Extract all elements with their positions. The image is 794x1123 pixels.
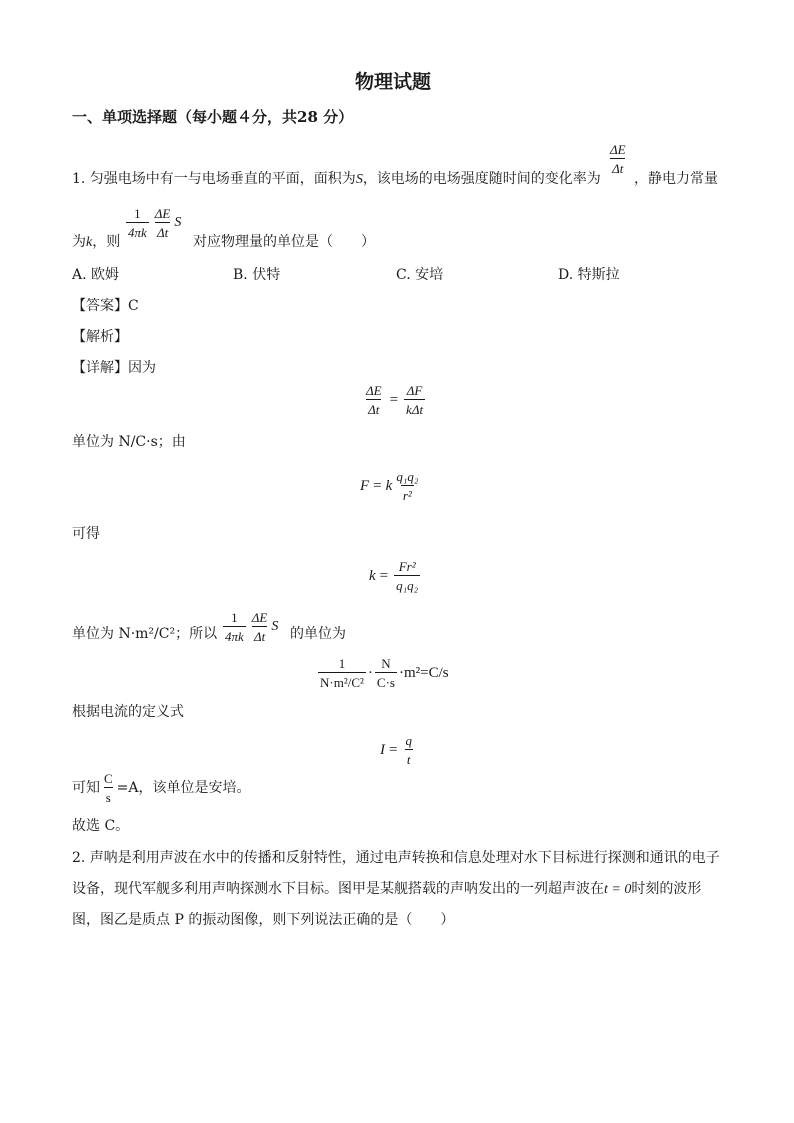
unit2-expr-dt: Δt	[252, 626, 267, 643]
equation-4: $\frac{1}{\text{N·m²/C²}}$ · $\frac{N}{C\cdot s}$ ·m²=C/s	[320, 656, 449, 690]
q1-expr-4pik: 4πk	[126, 222, 149, 239]
kezhi-denominator: s	[104, 787, 113, 804]
unit2-expr-dE: ΔE	[251, 610, 268, 625]
q1-line2-suffix: 对应物理量的单位是（ ）	[193, 234, 375, 250]
eq3-numerator: Fr²	[398, 559, 416, 574]
conclusion: 故选 C。	[72, 818, 130, 834]
q1-rate-denominator: Δt	[610, 158, 625, 175]
answer-line: 【答案】C	[72, 298, 139, 314]
equation-5: I = $\frac{q}{t}$	[380, 733, 412, 767]
option-b: B. 伏特	[233, 267, 281, 283]
equation-3: k = $\frac{\text{Fr²}}{\text{q₁q₂}}$	[369, 559, 419, 593]
unit2-expression	[221, 611, 278, 643]
unit2-prefix: 单位为 N·m²/C²；所以	[72, 626, 218, 642]
eq4-f1-denominator: N·m²/C²	[318, 672, 366, 689]
q2-line3: 图，图乙是质点 P 的振动图像，则下列说法正确的是（ ）	[72, 912, 455, 928]
q1-k-symbol: k	[86, 235, 93, 250]
q1-expr-dE: ΔE	[154, 206, 171, 221]
q1-expr-one: 1	[134, 206, 141, 221]
kezhi-line	[72, 772, 251, 804]
q1-line2-mid: ，则	[92, 234, 121, 250]
q2-t-symbol: t = 0	[604, 882, 632, 897]
eq5-lhs: I	[380, 741, 385, 758]
option-c: C. 安培	[396, 267, 444, 283]
q1-area-symbol: S	[355, 172, 363, 187]
q1-rate-numerator: ΔE	[610, 142, 626, 157]
detail-label: 【详解】因为	[72, 360, 156, 376]
equation-2: F = k $\frac{\text{q₁q₂}}{\text{r²}}$	[360, 469, 419, 503]
q1-line1-mid: ，该电场的电场强度随时间的变化率为	[362, 171, 601, 187]
kezhi-numerator: C	[104, 771, 113, 786]
eq3-denominator: q₁q₂	[394, 575, 420, 592]
unit2-suffix: 的单位为	[290, 626, 346, 642]
eq2-k: k	[385, 477, 393, 494]
eq3-lhs: k	[369, 567, 376, 584]
page-title: 物理试题	[355, 71, 432, 93]
q2-line2-suffix: 时刻的波形	[631, 881, 702, 897]
eq4-f2-numerator: N	[381, 656, 391, 671]
equation-1: $\frac{\Delta E}{\Delta t}$ = $\frac{\Delta F}{\text{kΔt}}$	[366, 383, 424, 417]
eq2-lhs: F	[360, 477, 370, 494]
option-a: A. 欧姆	[72, 267, 120, 283]
q1-expr-S: S	[174, 215, 182, 230]
option-d: D. 特斯拉	[558, 267, 620, 283]
q1-stem-line2	[72, 235, 120, 250]
eq5-numerator: q	[405, 733, 412, 748]
q1-expr-dt: Δt	[155, 222, 170, 239]
q1-rate-fraction	[606, 143, 630, 175]
current-definition: 根据电流的定义式	[72, 704, 184, 720]
unit-line-2	[72, 627, 217, 641]
eq2-numerator: q₁q₂	[396, 469, 419, 484]
unit2-expr-S: S	[271, 619, 279, 634]
section-heading: 一、单项选择题（每小题４分，共28 分）	[72, 108, 354, 126]
eq1-right-numerator: ΔF	[406, 383, 423, 398]
eq5-denominator: t	[405, 749, 413, 766]
eq1-left-denominator: Δt	[366, 399, 381, 416]
eq4-f2-denominator: C·s	[375, 672, 397, 689]
unit2-expr-4pik: 4πk	[223, 626, 246, 643]
eq1-left-numerator: ΔE	[366, 383, 382, 398]
eq1-right-denominator: kΔt	[404, 399, 425, 416]
q1-line1-suffix: ，静电力常量	[634, 171, 718, 187]
eq4-f1-numerator: 1	[338, 656, 346, 671]
unit-line-1: 单位为 N/C·s；由	[72, 434, 186, 450]
q1-expression	[124, 207, 181, 239]
analysis-label: 【解析】	[72, 329, 128, 345]
eq4-tail: ·m²=C/s	[398, 664, 449, 681]
q2-line1: 2. 声呐是利用声波在水中的传播和反射特性，通过电声转换和信息处理对水下目标进行探测和通讯的电子	[72, 850, 720, 866]
q1-stem-line1	[72, 172, 601, 187]
eq2-denominator: r²	[401, 485, 414, 502]
q1-line1-prefix: 1. 匀强电场中有一与电场垂直的平面，面积为	[72, 171, 356, 187]
kezhi-prefix: 可知	[72, 780, 100, 796]
text-kede: 可得	[72, 526, 100, 542]
q2-line2-prefix: 设备，现代军舰多利用声呐探测水下目标。图甲是某舰搭载的声呐发出的一列超声波在	[72, 881, 604, 897]
kezhi-suffix: =A，该单位是安培。	[116, 780, 251, 796]
q1-line2-prefix: 为	[72, 234, 86, 250]
q2-line2	[72, 882, 701, 897]
unit2-expr-one: 1	[231, 610, 238, 625]
